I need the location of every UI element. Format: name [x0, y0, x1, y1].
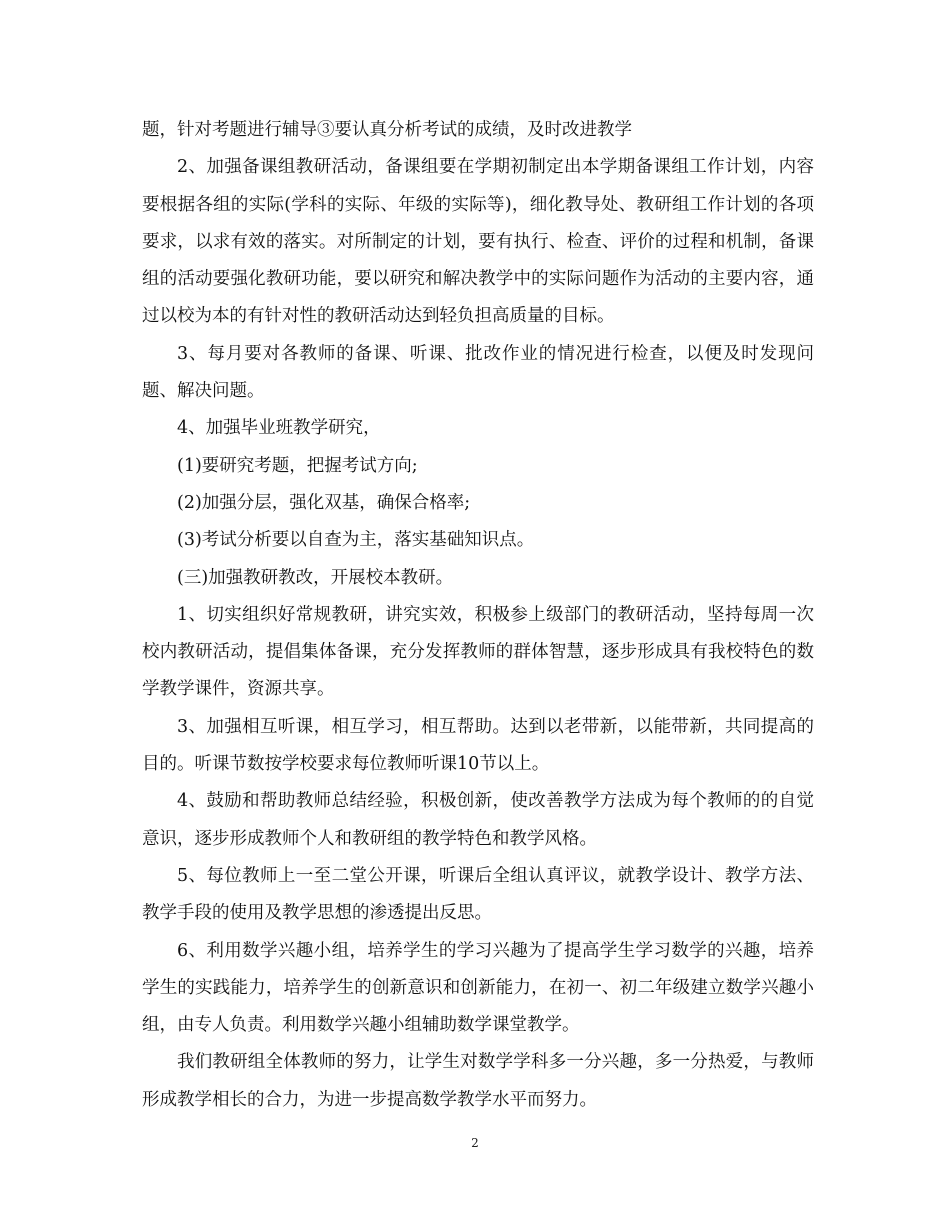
paragraph-item-2: (2)加强分层，强化双基，确保合格率; [177, 492, 471, 513]
paragraph-item-1: (1)要研究考题，把握考试方向; [177, 455, 418, 476]
paragraph-conclusion: 我们教研组全体教师的努力，让学生对数学学科多一分兴趣，多一分热爱，与教师形成教学相长的合力，为进一步提高数学教学水平而努力。 [142, 1052, 814, 1110]
paragraph-routine-research: 1、切实组织好常规教研，讲究实效，积极参上级部门的教研活动，坚持每周一次校内教研活动，提倡集体备课，充分发挥教师的群体智慧，逐步形成具有我校特色的数学教学课件，资源共享。 [142, 604, 814, 700]
paragraph-item-3: (3)考试分析要以自查为主，落实基础知识点。 [177, 530, 535, 551]
paragraph-lesson-group-activities: 2、加强备课组教研活动，备课组要在学期初制定出本学期备课组工作计划，内容要根据各组的实际(学科的实际、年级的实际等)，细化教导处、教研组工作计划的各项要求，以求有效的落实。对所制定的计划，要有执行、检查、评价的过程和机制，备课组的活动要强化教研功能，要以研究和解决教学中的实际问题作为活动的主要内容，通过以校为本的有针对性的教研活动达到轻负担高质量的目标。 [142, 157, 814, 327]
paragraph-interest-group: 6、利用数学兴趣小组，培养学生的学习兴趣为了提高学生学习数学的兴趣，培养学生的实践能力，培养学生的创新意识和创新能力，在初一、初二年级建立数学兴趣小组，由专人负责。利用数学兴趣小组辅助数学课堂教学。 [142, 940, 814, 1036]
paragraph-continuation: 题，针对考题进行辅导③要认真分析考试的成绩，及时改进教学 [142, 120, 632, 140]
section-heading-3: (三)加强教研教改，开展校本教研。 [177, 567, 454, 588]
paragraph-experience-summary: 4、鼓励和帮助教师总结经验，积极创新，使改善教学方法成为每个教师的的自觉意识，逐步形成教师个人和教研组的教学特色和教学风格。 [142, 791, 814, 849]
page-number: 2 [471, 1136, 479, 1150]
document-body [142, 112, 814, 1119]
paragraph-open-classes: 5、每位教师上一至二堂公开课，听课后全组认真评议，就教学设计、教学方法、教学手段的使用及教学思想的渗透提出反思。 [142, 865, 814, 924]
paragraph-mutual-observation: 3、加强相互听课，相互学习，相互帮助。达到以老带新，以能带新，共同提高的目的。听课节数按学校要求每位教师听课10节以上。 [142, 716, 814, 775]
paragraph-monthly-inspection: 3、每月要对各教师的备课、听课、批改作业的情况进行检查，以便及时发现问题、解决问题。 [142, 343, 814, 402]
paragraph-graduating-class-research: 4、加强毕业班教学研究， [177, 418, 381, 439]
